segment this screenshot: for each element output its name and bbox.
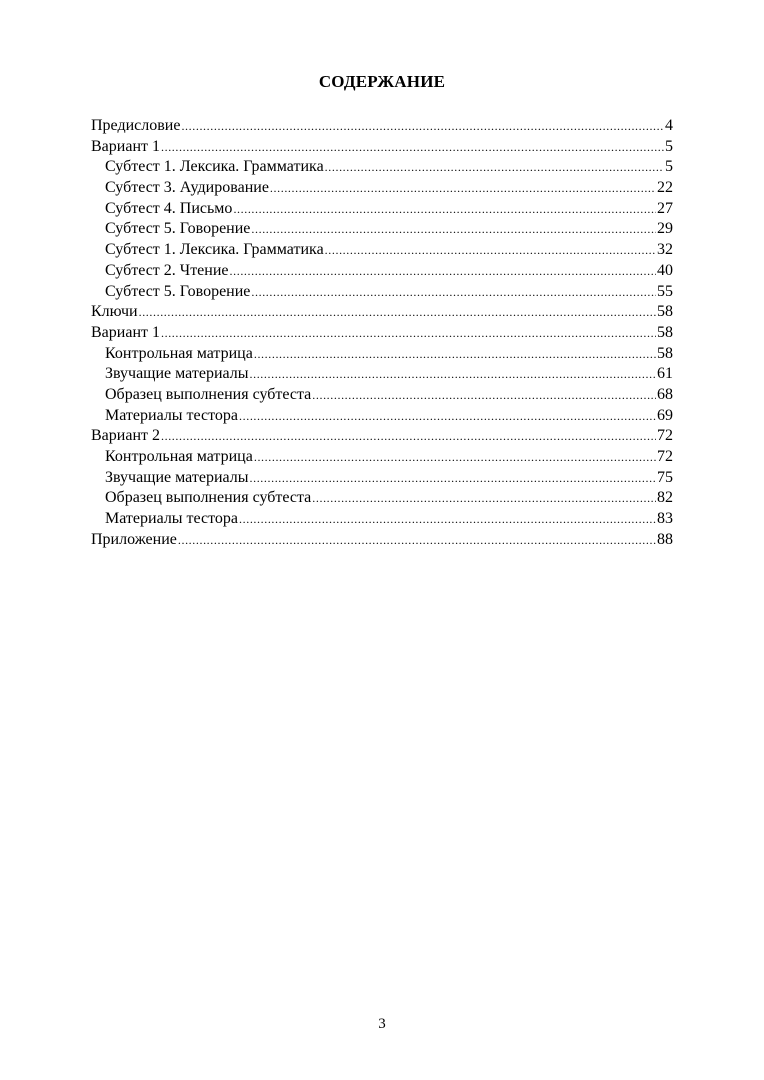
toc-dot-leader bbox=[312, 488, 656, 509]
toc-entry[interactable] bbox=[91, 447, 673, 468]
toc-dot-leader bbox=[161, 426, 656, 447]
toc-dot-leader bbox=[325, 240, 656, 261]
toc-entry-page: 5 bbox=[665, 158, 673, 176]
toc-entry-label: Контрольная матрица bbox=[105, 448, 253, 465]
toc-entry[interactable] bbox=[91, 530, 673, 551]
toc-entry-page: 82 bbox=[657, 489, 673, 507]
toc-entry-page: 22 bbox=[657, 179, 673, 197]
toc-dot-leader bbox=[230, 261, 656, 282]
toc-dot-leader bbox=[139, 302, 656, 323]
toc-dot-leader bbox=[161, 323, 656, 344]
page-number: 3 bbox=[378, 1016, 386, 1032]
toc-entry-label: Субтест 1. Лексика. Грамматика bbox=[105, 241, 324, 259]
toc-entry[interactable] bbox=[91, 178, 673, 199]
toc-dot-leader bbox=[161, 137, 664, 158]
toc-dot-leader bbox=[239, 509, 656, 530]
toc-entry-label: Контрольная матрица bbox=[105, 344, 253, 362]
toc-dot-leader bbox=[270, 178, 656, 199]
toc-entry-label: Субтест 1. Лексика. Грамматика bbox=[105, 158, 324, 176]
toc-dot-leader bbox=[254, 447, 656, 468]
toc-entry-label: Субтест 3. Аудирование bbox=[105, 179, 269, 197]
toc-entry-page: 72 bbox=[657, 448, 673, 465]
toc-entry-page: 83 bbox=[657, 510, 673, 528]
toc-entry-page: 29 bbox=[657, 220, 673, 238]
toc-entry[interactable] bbox=[91, 385, 673, 406]
toc-entry-label: Материалы тестора bbox=[105, 510, 239, 528]
toc-entry-label: Вариант 1 bbox=[91, 323, 160, 341]
toc-entry[interactable] bbox=[91, 426, 673, 447]
toc-entry-page: 40 bbox=[657, 261, 673, 279]
toc-entry-label: Материалы тестора bbox=[105, 406, 239, 424]
toc-dot-leader bbox=[233, 199, 656, 220]
toc-entry[interactable] bbox=[91, 219, 673, 240]
toc-entry[interactable] bbox=[91, 364, 673, 385]
toc-entry[interactable] bbox=[91, 488, 673, 509]
toc-dot-leader bbox=[250, 468, 657, 489]
toc-entry-label: Субтест 5. Говорение bbox=[105, 282, 251, 300]
toc-entry[interactable] bbox=[91, 116, 673, 137]
toc-entry[interactable] bbox=[91, 137, 673, 158]
toc-entry-page: 68 bbox=[657, 385, 673, 403]
toc-entry-label: Вариант 1 bbox=[91, 137, 160, 155]
toc-entry-page: 88 bbox=[657, 530, 673, 548]
toc-entry[interactable] bbox=[91, 509, 673, 530]
toc-dot-leader bbox=[325, 157, 664, 178]
toc-entry-label: Образец выполнения субтеста bbox=[105, 385, 312, 403]
toc-dot-leader bbox=[178, 530, 656, 551]
toc-entry-page: 55 bbox=[657, 282, 673, 300]
toc-entry[interactable] bbox=[91, 240, 673, 261]
table-of-contents bbox=[91, 116, 673, 550]
toc-entry-label: Образец выполнения субтеста bbox=[105, 489, 312, 507]
toc-entry-label: Вариант 2 bbox=[91, 427, 160, 445]
toc-entry-label: Субтест 2. Чтение bbox=[105, 261, 229, 279]
toc-entry-page: 32 bbox=[657, 241, 673, 259]
toc-entry-page: 5 bbox=[665, 137, 673, 155]
toc-entry[interactable] bbox=[91, 157, 673, 178]
toc-dot-leader bbox=[251, 282, 656, 303]
toc-entry-page: 75 bbox=[657, 468, 673, 486]
toc-entry-label: Ключи bbox=[91, 303, 138, 321]
toc-entry-page: 72 bbox=[657, 427, 673, 445]
page-title: СОДЕРЖАНИЕ bbox=[318, 72, 446, 91]
toc-dot-leader bbox=[239, 406, 656, 427]
toc-dot-leader bbox=[251, 219, 656, 240]
toc-entry[interactable] bbox=[91, 468, 673, 489]
toc-entry-page: 4 bbox=[665, 117, 673, 134]
toc-entry[interactable] bbox=[91, 302, 673, 323]
toc-entry[interactable] bbox=[91, 199, 673, 220]
toc-dot-leader bbox=[254, 344, 656, 365]
toc-entry-page: 58 bbox=[657, 323, 673, 341]
toc-entry[interactable] bbox=[91, 282, 673, 303]
toc-entry-page: 58 bbox=[657, 303, 673, 321]
toc-entry[interactable] bbox=[91, 323, 673, 344]
toc-entry-page: 27 bbox=[657, 199, 673, 217]
toc-dot-leader bbox=[181, 116, 664, 137]
toc-entry-label: Звучащие материалы bbox=[105, 468, 249, 486]
toc-entry-page: 58 bbox=[657, 344, 673, 362]
toc-entry-label: Субтест 5. Говорение bbox=[105, 220, 251, 238]
toc-entry-label: Звучащие материалы bbox=[105, 365, 249, 383]
toc-entry[interactable] bbox=[91, 261, 673, 282]
toc-entry[interactable] bbox=[91, 406, 673, 427]
toc-entry-label: Приложение bbox=[91, 530, 177, 548]
toc-dot-leader bbox=[250, 364, 657, 385]
toc-entry[interactable] bbox=[91, 344, 673, 365]
toc-entry-page: 69 bbox=[657, 406, 673, 424]
toc-dot-leader bbox=[312, 385, 656, 406]
toc-entry-page: 61 bbox=[657, 365, 673, 383]
toc-entry-label: Субтест 4. Письмо bbox=[105, 199, 233, 217]
toc-entry-label: Предисловие bbox=[91, 117, 181, 134]
